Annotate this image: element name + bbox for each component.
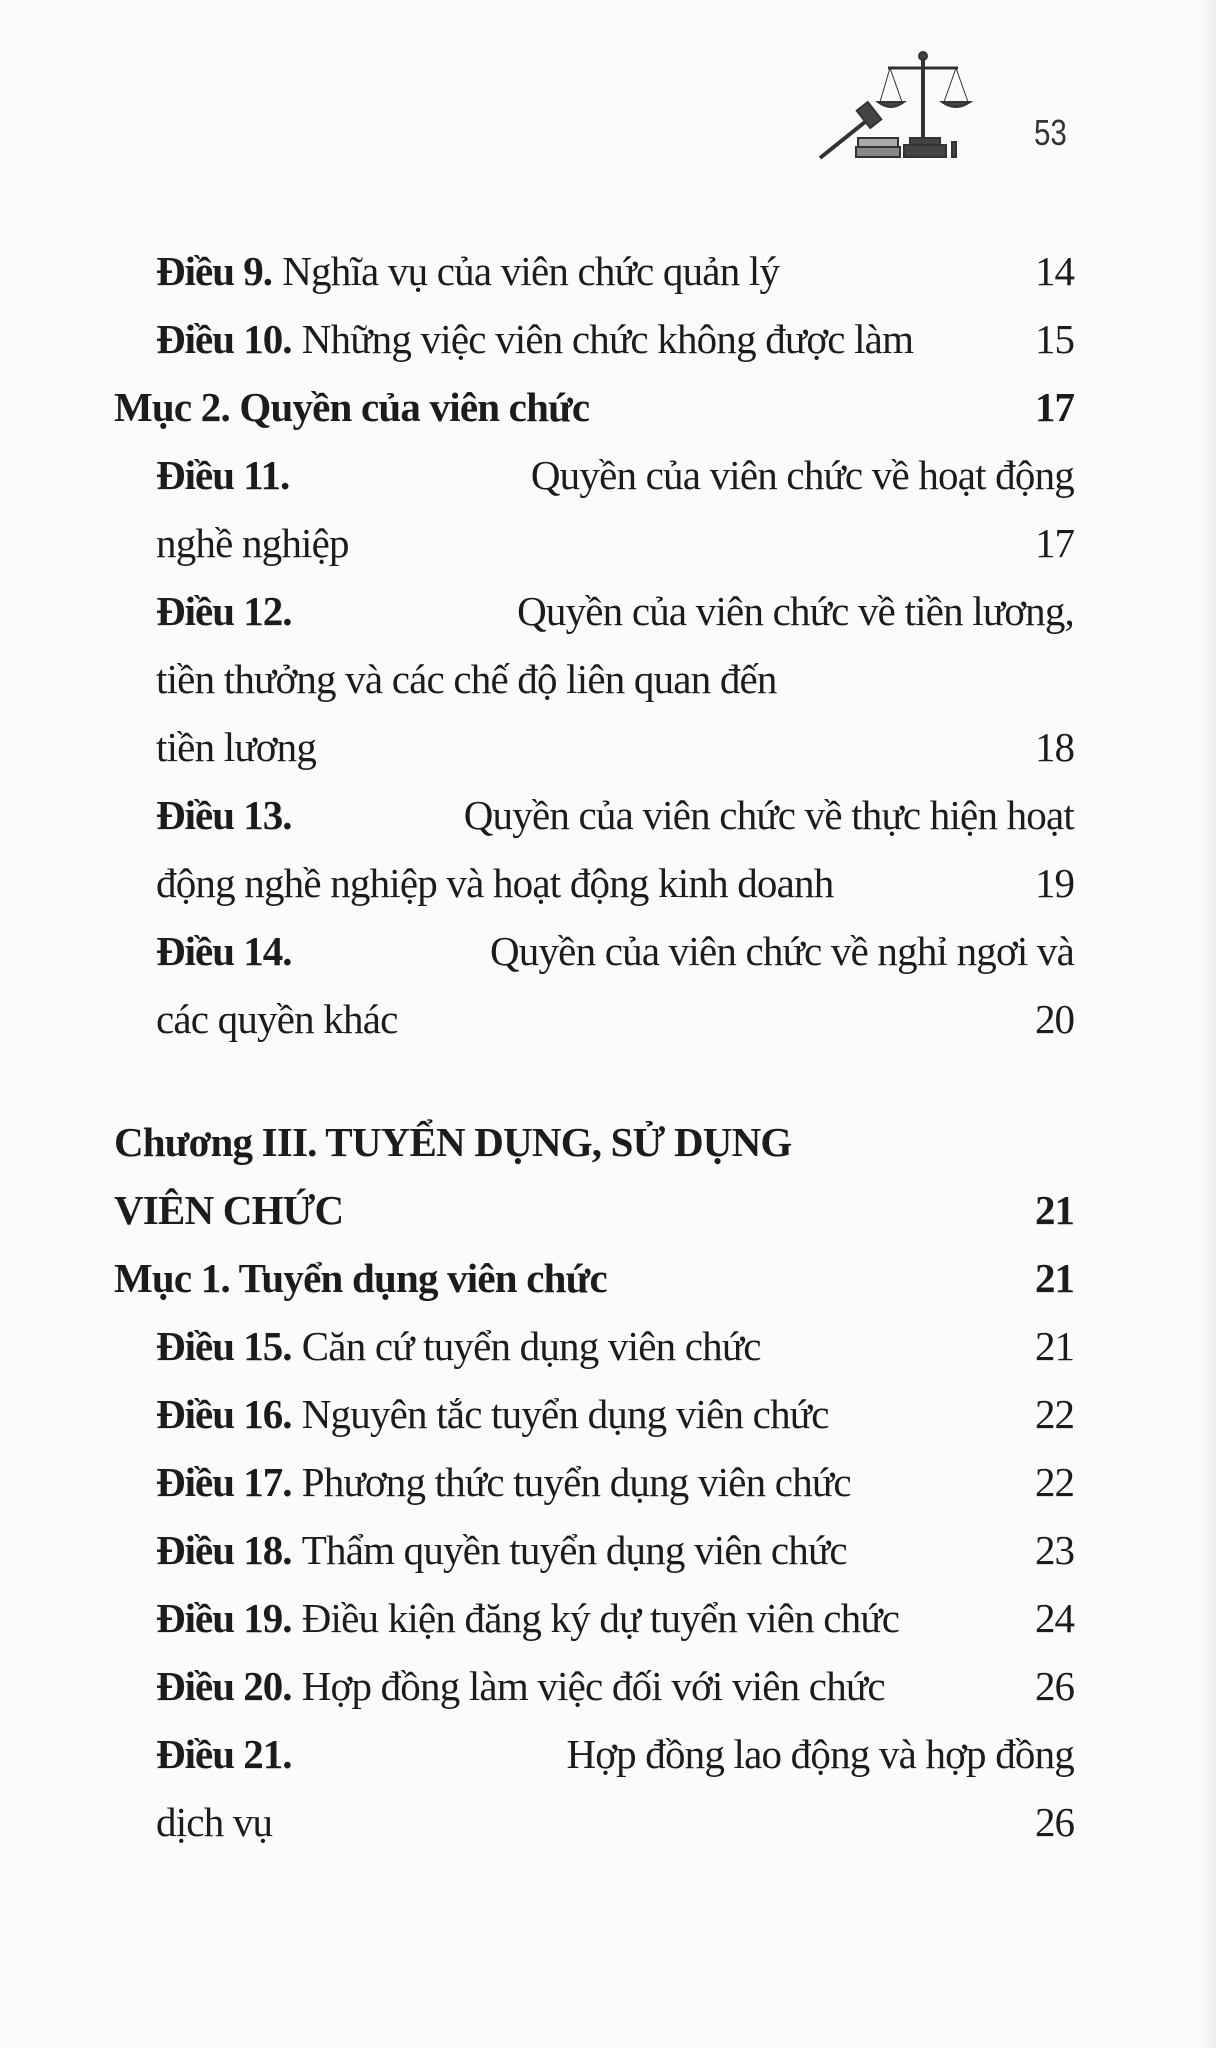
toc-article-entry[interactable] — [0, 1448, 1216, 1516]
toc-article-entry[interactable] — [0, 441, 1216, 577]
toc-line — [0, 1312, 1074, 1380]
dot-leader — [915, 329, 1033, 373]
toc-title: động nghề nghiệp và hoạt động kinh doanh — [156, 860, 834, 906]
toc-article-entry[interactable] — [0, 1720, 1216, 1856]
toc-line — [0, 1108, 1074, 1176]
dot-leader — [274, 1812, 1033, 1856]
dot-leader — [400, 1009, 1034, 1053]
toc-title: Nguyên tắc tuyển dụng viên chức — [301, 1391, 829, 1437]
dot-leader — [763, 1336, 1033, 1380]
toc-article-entry[interactable] — [0, 1516, 1216, 1584]
toc-line — [0, 373, 1074, 441]
toc-page-number: 21 — [1035, 1323, 1074, 1369]
toc-line — [0, 305, 1074, 373]
dot-leader — [591, 397, 1033, 441]
dot-leader — [831, 1404, 1033, 1448]
toc-title: Hợp đồng làm việc đối với viên chức — [301, 1663, 885, 1709]
toc-line — [0, 1652, 1074, 1720]
toc-label: Điều 14. — [156, 928, 292, 974]
toc-line — [0, 1244, 1074, 1312]
dot-leader — [781, 261, 1033, 305]
toc-title: Quyền của viên chức về tiền lương, — [517, 588, 1074, 634]
section-gap — [0, 1053, 1216, 1108]
toc-page-number: 15 — [1035, 316, 1074, 362]
toc-line — [0, 1176, 1074, 1244]
toc-line — [0, 577, 1074, 645]
toc-page-number: 26 — [1035, 1799, 1074, 1845]
toc-label: Điều 15. — [156, 1323, 292, 1369]
toc-label: Điều 9. — [156, 248, 272, 294]
toc-title: Hợp đồng lao động và hợp đồng — [566, 1731, 1074, 1777]
toc-title: Quyền của viên chức về hoạt động — [530, 452, 1074, 498]
dot-leader — [345, 1200, 1033, 1244]
toc-article-entry[interactable] — [0, 305, 1216, 373]
toc-article-entry[interactable] — [0, 917, 1216, 1053]
dot-leader — [835, 873, 1033, 917]
toc-line — [0, 781, 1074, 849]
dot-leader — [901, 1608, 1033, 1652]
toc-line — [0, 645, 1074, 713]
toc-title: Chương III. TUYỂN DỤNG, SỬ DỤNG — [114, 1119, 792, 1165]
toc-page-number: 22 — [1035, 1459, 1074, 1505]
toc-title: các quyền khác — [156, 996, 398, 1042]
toc-label: Điều 12. — [156, 588, 292, 634]
toc-title: Quyền của viên chức về thực hiện hoạt — [463, 792, 1074, 838]
toc-line — [0, 237, 1074, 305]
toc-line — [0, 917, 1074, 985]
dot-leader — [351, 533, 1033, 577]
toc-line — [0, 1720, 1074, 1788]
toc-title: dịch vụ — [156, 1799, 273, 1845]
toc-page-number: 14 — [1035, 248, 1074, 294]
toc-page-number: 19 — [1035, 860, 1074, 906]
toc-line — [0, 441, 1074, 509]
table-of-contents — [0, 237, 1216, 1856]
dot-leader — [849, 1540, 1033, 1584]
toc-label: Điều 20. — [156, 1663, 292, 1709]
toc-title: VIÊN CHỨC — [114, 1187, 344, 1233]
dot-leader — [853, 1472, 1033, 1516]
toc-title: Mục 2. Quyền của viên chức — [114, 384, 590, 430]
toc-label: Điều 21. — [156, 1731, 292, 1777]
toc-title: tiền lương — [156, 724, 317, 770]
scales-of-justice-gavel-icon — [818, 50, 983, 160]
page-number: 53 — [1034, 112, 1067, 153]
toc-line — [0, 985, 1074, 1053]
toc-title: Mục 1. Tuyển dụng viên chức — [114, 1255, 607, 1301]
toc-page-number: 17 — [1035, 520, 1074, 566]
toc-label: Điều 17. — [156, 1459, 292, 1505]
toc-page-number: 23 — [1035, 1527, 1074, 1573]
toc-page-number: 22 — [1035, 1391, 1074, 1437]
toc-title: Phương thức tuyển dụng viên chức — [301, 1459, 851, 1505]
toc-title: Điều kiện đăng ký dự tuyển viên chức — [301, 1595, 900, 1641]
toc-line — [0, 1448, 1074, 1516]
toc-label: Điều 11. — [156, 452, 290, 498]
toc-page-number: 20 — [1035, 996, 1074, 1042]
toc-title: nghề nghiệp — [156, 520, 349, 566]
toc-page-number: 26 — [1035, 1663, 1074, 1709]
toc-page-number: 21 — [1035, 1255, 1074, 1301]
toc-line — [0, 1380, 1074, 1448]
toc-line — [0, 1584, 1074, 1652]
toc-title: Quyền của viên chức về nghỉ ngơi và — [489, 928, 1074, 974]
toc-heading-entry[interactable] — [0, 373, 1216, 441]
toc-label: Điều 13. — [156, 792, 292, 838]
toc-article-entry[interactable] — [0, 781, 1216, 917]
toc-heading-entry[interactable] — [0, 1108, 1216, 1244]
toc-page-number: 21 — [1035, 1187, 1074, 1233]
dot-leader — [609, 1268, 1033, 1312]
toc-label: Điều 19. — [156, 1595, 292, 1641]
toc-page-number: 17 — [1035, 384, 1074, 430]
toc-label: Điều 10. — [156, 316, 292, 362]
toc-article-entry[interactable] — [0, 1652, 1216, 1720]
toc-title: Những việc viên chức không được làm — [301, 316, 914, 362]
toc-heading-entry[interactable] — [0, 1244, 1216, 1312]
toc-article-entry[interactable] — [0, 1584, 1216, 1652]
toc-article-entry[interactable] — [0, 1312, 1216, 1380]
toc-page-number: 24 — [1035, 1595, 1074, 1641]
dot-leader — [318, 737, 1033, 781]
toc-line — [0, 1516, 1074, 1584]
toc-label: Điều 18. — [156, 1527, 292, 1573]
toc-page-number: 18 — [1035, 724, 1074, 770]
toc-line — [0, 1788, 1074, 1856]
toc-label: Điều 16. — [156, 1391, 292, 1437]
toc-line — [0, 509, 1074, 577]
toc-article-entry[interactable] — [0, 237, 1216, 305]
toc-article-entry[interactable] — [0, 1380, 1216, 1448]
toc-article-entry[interactable] — [0, 577, 1216, 781]
dot-leader — [887, 1676, 1033, 1720]
toc-title: tiền thưởng và các chế độ liên quan đến — [156, 656, 777, 702]
toc-line — [0, 713, 1074, 781]
toc-title: Thẩm quyền tuyển dụng viên chức — [301, 1527, 847, 1573]
toc-line — [0, 849, 1074, 917]
toc-title: Nghĩa vụ của viên chức quản lý — [282, 248, 780, 294]
toc-title: Căn cứ tuyển dụng viên chức — [301, 1323, 761, 1369]
